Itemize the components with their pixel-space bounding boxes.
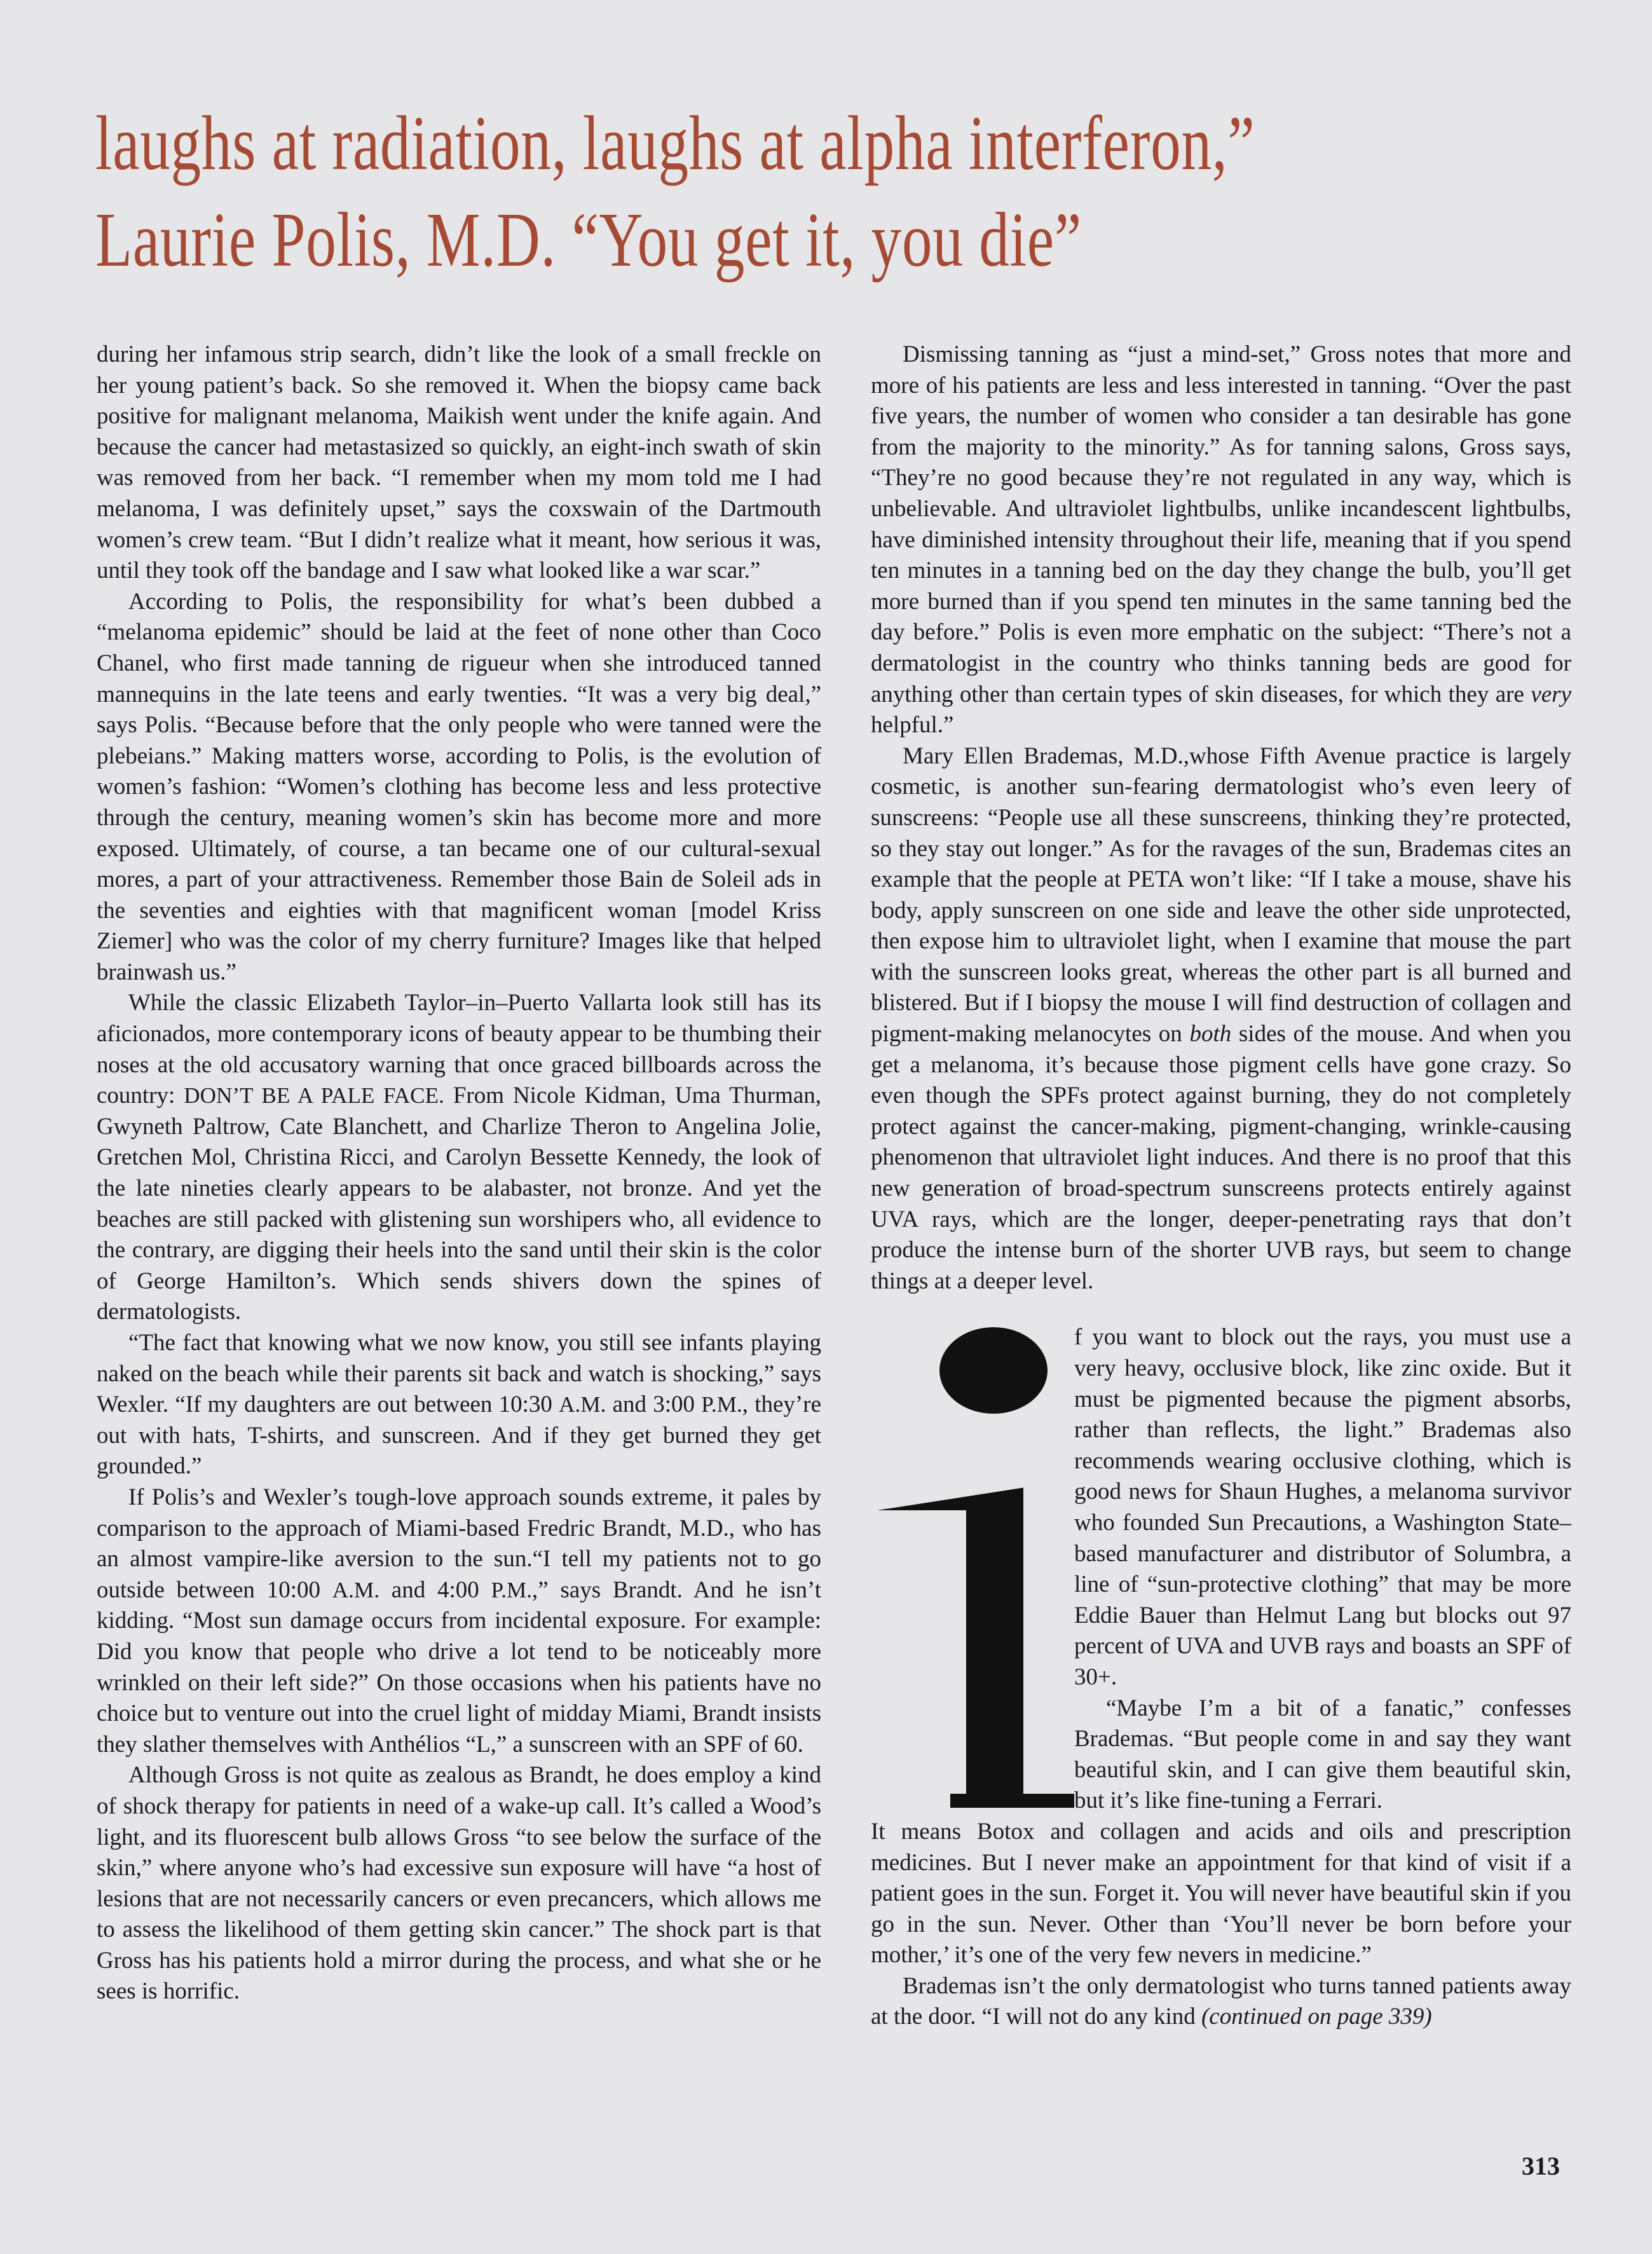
headline-line-2: Laurie Polis, M.D. “You get it, you die”: [95, 197, 1082, 283]
paragraph: Dismissing tanning as “just a mind-set,” Gross notes that more and more of his patients are less and less interested in tanning. “Over the past five years, the number of women who consider a tan desirable has gone from the majority to the minority.” As for tanning salons, Gross says, “They’re no good because they’re not regulated in any way, which is unbelievable. And ultraviolet lightbulbs, unlike incandescent lightbulbs, have diminished intensity throughout their life, meaning that if you spend ten minutes in a tanning bed on the day they change the bulb, you’ll get more burned than if you spend ten minutes in the same tanning bed the day before.” Polis is even more emphatic on the subject: “There’s not a dermatologist in the country who thinks tanning beds are good for anything other than certain types of skin diseases, for which they are very helpful.”: [871, 341, 1571, 739]
paragraph: during her infamous strip search, didn’t like the look of a small freckle on her young patient’s back. So she removed it. When the biopsy came back positive for malignant melanoma, Maikish went under the knife again. And because the cancer had metastasized so quickly, an eight-inch swath of skin was removed from her back. “I remember when my mom told me I had melanoma, I was definitely upset,” says the coxswain of the Dartmouth women’s crew team. “But I didn’t realize what it meant, how serious it was, until they took off the bandage and I saw what looked like a war scar.”: [97, 341, 821, 584]
left-column: [97, 339, 821, 2007]
dropcap-i: [871, 1322, 1074, 1805]
paragraph: Brademas isn’t the only dermatologist who turns tanned patients away at the door. “I will not do any kind (continued on page 339): [871, 1972, 1571, 2030]
headline: [95, 95, 1255, 289]
continued-note: (continued on page 339): [1201, 2004, 1432, 2030]
paragraph: “The fact that knowing what we now know, you still see infants playing naked on the beach while their parents sit back and watch is shocking,” says Wexler. “If my daughters are out between 10:30 A.M. and 3:00 P.M., they’re out with hats, T-shirts, and sunscreen. And if they get burned they get grounded.”: [97, 1330, 822, 1480]
paragraph: It means Botox and collagen and acids and oils and prescription medicines. But I never make an appointment for that kind of visit if a patient goes in the sun. Forget it. You will never have beautiful skin if you go in the sun. Never. Other than ‘You’ll never be born before your mother,’ it’s one of the very few nevers in medicine.”: [871, 1818, 1571, 1969]
dropcap-section: [871, 1322, 1571, 1817]
dropcap-base: [950, 1794, 1074, 1808]
dropcap-text: [1074, 1322, 1571, 1817]
paragraph: f you want to block out the rays, you must use a very heavy, occlusive block, like zinc oxide. But it must be pigmented because the pigment absorbs, rather than reflects, the light.” Brademas also recommends wearing occlusive clothing, which is good news for Shaun Hughes, a melanoma survivor who founded Sun Precautions, a Washington State–based manufacturer and distributor of Solumbra, a line of “sun-protective clothing” that may be more Eddie Bauer than Helmut Lang but blocks out 97 percent of UVA and UVB rays and boasts an SPF of 30+.: [1074, 1324, 1571, 1690]
right-column: [871, 339, 1571, 2033]
dropcap-dot: [939, 1327, 1048, 1414]
billboard-slogan: DON’T BE A PALE FACE.: [184, 1083, 444, 1109]
paragraph: Mary Ellen Brademas, M.D.,whose Fifth Avenue practice is largely cosmetic, is another sun-fearing dermatologist who’s even leery of sunscreens: “People use all these sunscreens, thinking they’re protected, so they stay out longer.” As for the ravages of the sun, Brademas cites an example that the people at PETA won’t like: “If I take a mouse, shave his body, apply sunscreen on one side and leave the other side unprotected, then expose him to ultraviolet light, when I examine that mouse the part with the sunscreen looks great, whereas the other part is all burned and blistered. But if I biopsy the mouse I will find destruction of collagen and pigment-making melanocytes on both sides of the mouse. And when you get a melanoma, it’s because those pigment cells have gone crazy. So even though the SPFs protect against burning, they do not completely protect against the cancer-making, pigment-changing, wrinkle-causing phenomenon that ultraviolet light induces. And there is no proof that this new generation of broad-spectrum sunscreens protects entirely against UVA rays, which are the longer, deeper-penetrating rays that don’t produce the intense burn of the shorter UVB rays, but seem to change things at a deeper level.: [871, 742, 1571, 1294]
headline-line-1: laughs at radiation, laughs at alpha interferon,”: [95, 100, 1255, 186]
paragraph: While the classic Elizabeth Taylor–in–Puerto Vallarta look still has its aficionados, more contemporary icons of beauty appear to be thumbing their noses at the old accusatory warning that once graced billboards across the country: DON’T BE A PALE FACE. From Nicole Kidman, Uma Thurman, Gwyneth Paltrow, Cate Blanchett, and Charlize Theron to Angelina Jolie, Gretchen Mol, Christina Ricci, and Carolyn Bessette Kennedy, the look of the late nineties clearly appears to be alabaster, not bronze. And yet the beaches are still packed with glistening sun worshipers who, all evidence to the contrary, are digging their heels into the sand until their skin is the color of George Hamilton’s. Which sends shivers down the spines of dermatologists.: [97, 990, 821, 1325]
paragraph: According to Polis, the responsibility for what’s been dubbed a “melanoma epidemic” should be laid at the feet of none other than Coco Chanel, who first made tanning de rigueur when she introduced tanned mannequins in the late teens and early twenties. “It was a very big deal,” says Polis. “Because before that the only people who were tanned were the plebeians.” Making matters worse, according to Polis, is the evolution of women’s fashion: “Women’s clothing has become less and less protective through the century, meaning women’s skin has become more and more exposed. Ultimately, of course, a tan became one of our cultural-sexual mores, a part of your attractiveness. Remember those Bain de Soleil ads in the seventies and eighties with that magnificent woman [model Kriss Ziemer] who was the color of my cherry furniture? Images like that helped brainwash us.”: [97, 588, 821, 985]
page-number: 313: [1522, 2152, 1560, 2180]
paragraph: “Maybe I’m a bit of a fanatic,” confesses Brademas. “But people come in and say they want beautiful skin, and I can give them beautiful skin, but it’s like fine-tuning a Ferrari.: [1074, 1695, 1571, 1814]
paragraph: If Polis’s and Wexler’s tough-love approach sounds extreme, it pales by comparison to the approach of Miami-based Fredric Brandt, M.D., who has an almost vampire-like aversion to the sun.“I tell my patients not to go outside between 10:00 A.M. and 4:00 P.M.,” says Brandt. And he isn’t kidding. “Most sun damage occurs from incidental exposure. For example: Did you know that people who drive a lot tend to be noticeably more wrinkled on their left side?” On those occasions when his patients have no choice but to venture out into the cruel light of midday Miami, Brandt insists they slather themselves with Anthélios “L,” a sunscreen with an SPF of 60.: [97, 1484, 821, 1758]
paragraph: Although Gross is not quite as zealous as Brandt, he does employ a kind of shock therapy for patients in need of a wake-up call. It’s called a Wood’s light, and its fluorescent bulb allows Gross “to see below the surface of the skin,” where anyone who’s had excessive sun exposure will have “a host of lesions that are not necessarily cancers or even precancers, which allows me to assess the likelihood of them getting skin cancer.” The shock part is that Gross has his patients hold a mirror during the process, and what she or he sees is horrific.: [97, 1762, 821, 2005]
dropcap-stem: [966, 1506, 1023, 1805]
